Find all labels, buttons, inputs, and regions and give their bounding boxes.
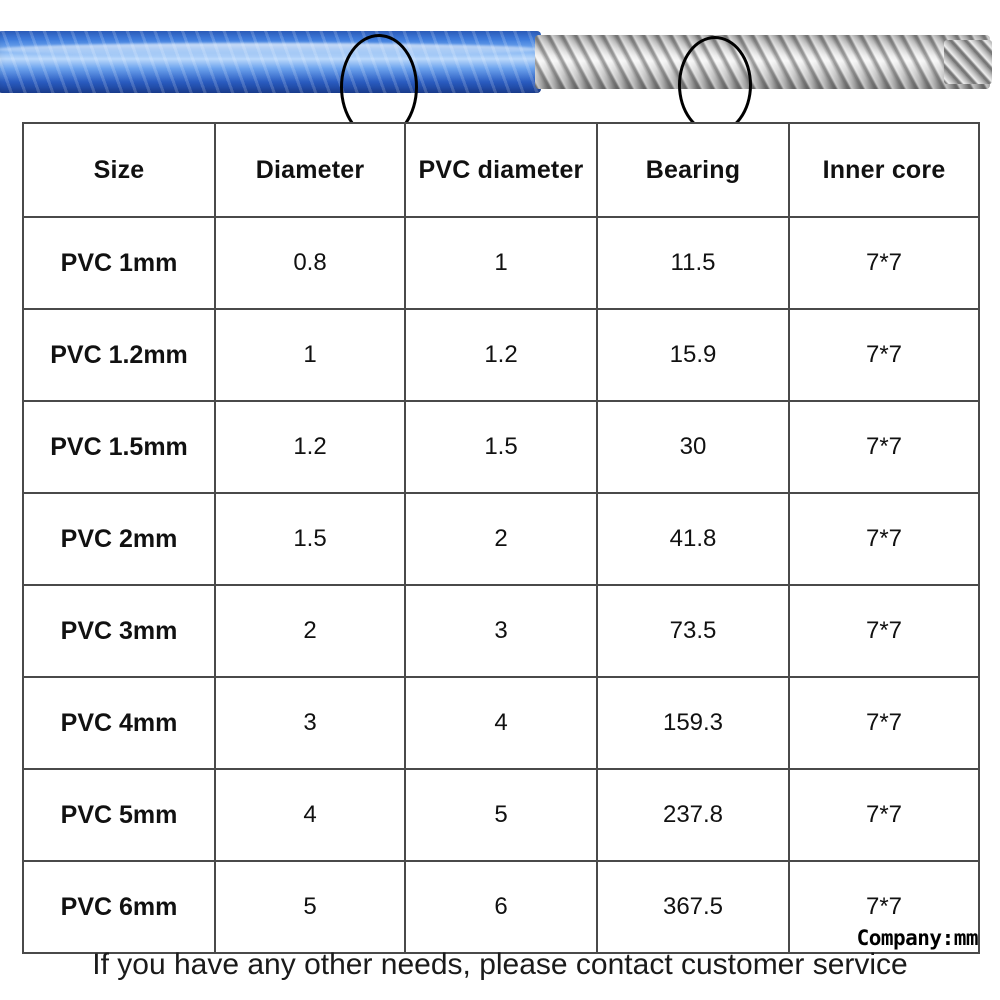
cell-pvc-diameter: 6 bbox=[405, 861, 597, 953]
cell-bearing: 30 bbox=[597, 401, 789, 493]
cell-pvc-diameter: 4 bbox=[405, 677, 597, 769]
cell-bearing: 41.8 bbox=[597, 493, 789, 585]
cell-inner-core: 7*7 bbox=[789, 677, 979, 769]
cell-bearing: 11.5 bbox=[597, 217, 789, 309]
cell-pvc-diameter: 1 bbox=[405, 217, 597, 309]
cell-size: PVC 4mm bbox=[23, 677, 215, 769]
column-header-size: Size bbox=[23, 123, 215, 217]
cell-inner-core: 7*7 bbox=[789, 769, 979, 861]
column-header-bearing: Bearing bbox=[597, 123, 789, 217]
cell-size: PVC 5mm bbox=[23, 769, 215, 861]
table-row bbox=[23, 309, 979, 401]
pvc-coating-section bbox=[0, 31, 541, 93]
column-header-inner-core: Inner core bbox=[789, 123, 979, 217]
table-row bbox=[23, 769, 979, 861]
table-row bbox=[23, 677, 979, 769]
cell-size: PVC 3mm bbox=[23, 585, 215, 677]
specification-table bbox=[22, 122, 980, 954]
cell-diameter: 1.2 bbox=[215, 401, 405, 493]
cell-inner-core: 7*7 bbox=[789, 861, 979, 953]
cell-size: PVC 1.5mm bbox=[23, 401, 215, 493]
cell-diameter: 2 bbox=[215, 585, 405, 677]
cell-diameter: 1.5 bbox=[215, 493, 405, 585]
column-header-diameter: Diameter bbox=[215, 123, 405, 217]
cell-diameter: 5 bbox=[215, 861, 405, 953]
unit-note: Company:mm bbox=[856, 926, 978, 950]
table-row bbox=[23, 217, 979, 309]
cell-bearing: 237.8 bbox=[597, 769, 789, 861]
cell-inner-core: 7*7 bbox=[789, 217, 979, 309]
cell-inner-core: 7*7 bbox=[789, 585, 979, 677]
cell-bearing: 73.5 bbox=[597, 585, 789, 677]
spec-table-container bbox=[22, 122, 978, 954]
table-row bbox=[23, 493, 979, 585]
steel-rope-section bbox=[535, 35, 990, 89]
steel-strand-texture bbox=[535, 35, 990, 89]
cell-size: PVC 1mm bbox=[23, 217, 215, 309]
column-header-pvc-diameter: PVC diameter bbox=[405, 123, 597, 217]
contact-message: If you have any other needs, please contact customer service bbox=[92, 948, 908, 981]
cell-pvc-diameter: 1.5 bbox=[405, 401, 597, 493]
cell-bearing: 15.9 bbox=[597, 309, 789, 401]
cell-size: PVC 1.2mm bbox=[23, 309, 215, 401]
cell-diameter: 4 bbox=[215, 769, 405, 861]
product-photo bbox=[0, 0, 1000, 122]
cell-size: PVC 6mm bbox=[23, 861, 215, 953]
cell-size: PVC 2mm bbox=[23, 493, 215, 585]
cell-pvc-diameter: 3 bbox=[405, 585, 597, 677]
cell-pvc-diameter: 5 bbox=[405, 769, 597, 861]
cell-inner-core: 7*7 bbox=[789, 401, 979, 493]
cell-inner-core: 7*7 bbox=[789, 309, 979, 401]
cell-bearing: 367.5 bbox=[597, 861, 789, 953]
table-row bbox=[23, 401, 979, 493]
table-row bbox=[23, 585, 979, 677]
pvc-highlight bbox=[0, 43, 541, 56]
table-header-row bbox=[23, 123, 979, 217]
cell-diameter: 3 bbox=[215, 677, 405, 769]
table-row bbox=[23, 861, 979, 953]
cell-inner-core: 7*7 bbox=[789, 493, 979, 585]
cell-pvc-diameter: 2 bbox=[405, 493, 597, 585]
cable-illustration bbox=[0, 26, 1000, 96]
steel-rope-end bbox=[944, 40, 992, 84]
cell-pvc-diameter: 1.2 bbox=[405, 309, 597, 401]
cell-diameter: 0.8 bbox=[215, 217, 405, 309]
cell-bearing: 159.3 bbox=[597, 677, 789, 769]
pvc-twist-texture bbox=[0, 31, 541, 93]
cell-diameter: 1 bbox=[215, 309, 405, 401]
